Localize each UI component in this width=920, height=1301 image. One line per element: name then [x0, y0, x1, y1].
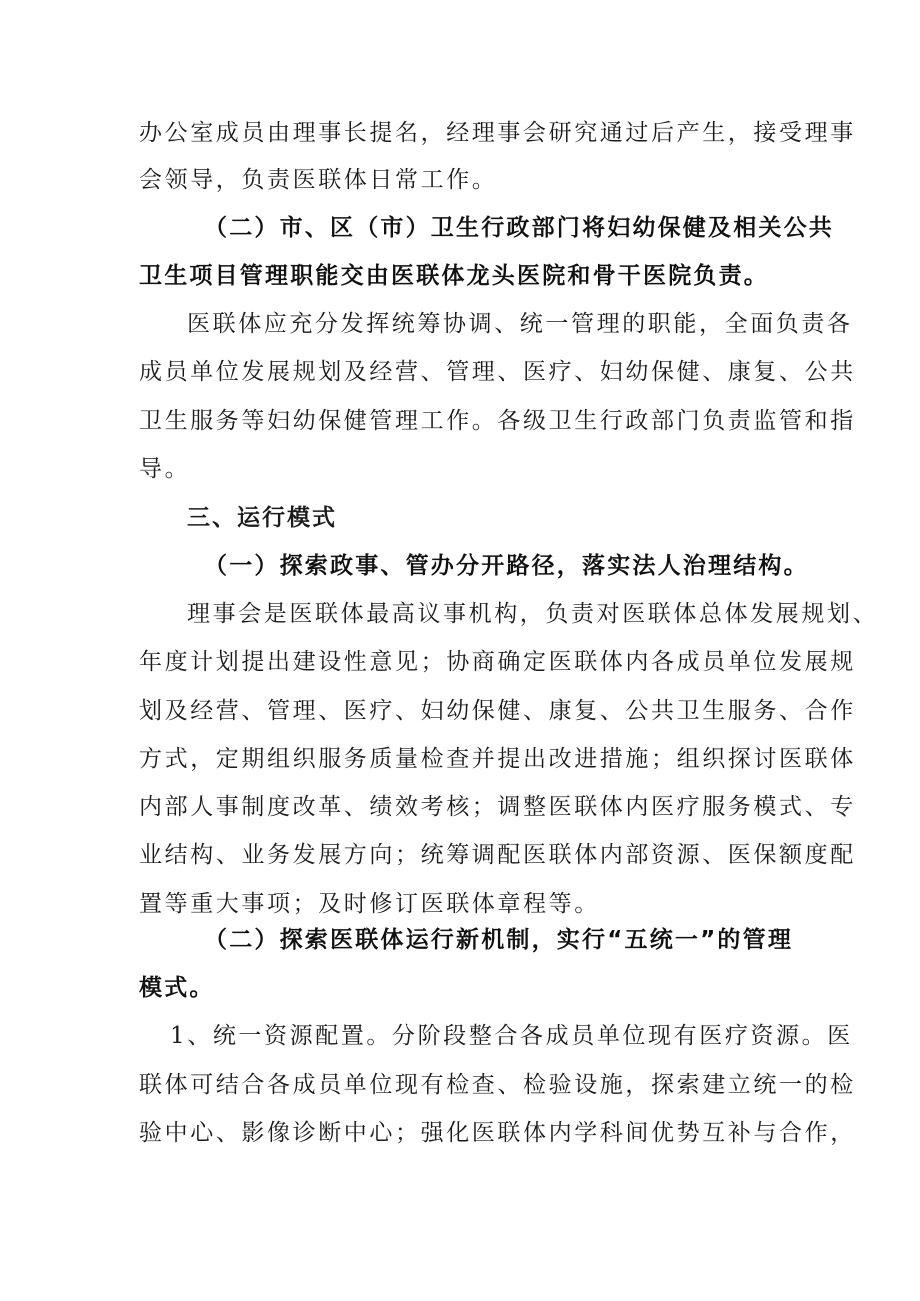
body-text-line: 导。: [139, 456, 191, 482]
section-subheading: （二）探索医联体运行新机制，实行“五统一”的管理: [204, 927, 794, 953]
body-text-line: 业结构、业务发展方向；统筹调配医联体内部资源、医保额度配: [139, 842, 856, 868]
body-text-line: 年度计划提出建设性意见；协商确定医联体内各成员单位发展规: [139, 649, 856, 675]
section-subheading: （二）市、区（市）卫生行政部门将妇幼保健及相关公共: [204, 215, 834, 241]
body-text-line: 划及经营、管理、医疗、妇幼保健、康复、公共卫生服务、合作: [139, 698, 856, 724]
body-text-line: 置等重大事项；及时修订医联体章程等。: [139, 891, 600, 917]
body-text-line: 卫生服务等妇幼保健管理工作。各级卫生行政部门负责监管和指: [139, 408, 856, 434]
body-text-line: 会领导，负责医联体日常工作。: [139, 167, 498, 193]
section-heading: 三、运行模式: [187, 505, 337, 531]
section-subheading: （一）探索政事、管办分开路径，落实法人治理结构。: [204, 553, 809, 579]
body-text-line: 验中心、影像诊断中心；强化医联体内学科间优势互补与合作，: [139, 1120, 856, 1146]
body-text-line: 办公室成员由理事长提名，经理事会研究通过后产生，接受理事: [139, 120, 856, 146]
body-text-line: 医联体应充分发挥统筹协调、统一管理的职能，全面负责各: [187, 311, 853, 337]
body-text-line: 1、统一资源配置。分阶段整合各成员单位现有医疗资源。医: [170, 1023, 853, 1049]
body-text-line: 方式，定期组织服务质量检查并提出改进措施；组织探讨医联体: [139, 746, 856, 772]
body-text-line: 内部人事制度改革、绩效考核；调整医联体内医疗服务模式、专: [139, 794, 856, 820]
body-text-line: 理事会是医联体最高议事机构，负责对医联体总体发展规划、: [187, 601, 879, 627]
section-subheading-continued: 模式。: [139, 975, 215, 1001]
section-subheading-continued: 卫生项目管理职能交由医联体龙头医院和骨干医院负责。: [139, 263, 769, 289]
body-text-line: 联体可结合各成员单位现有检查、检验设施，探索建立统一的检: [139, 1072, 856, 1098]
body-text-line: 成员单位发展规划及经营、管理、医疗、妇幼保健、康复、公共: [139, 359, 856, 385]
